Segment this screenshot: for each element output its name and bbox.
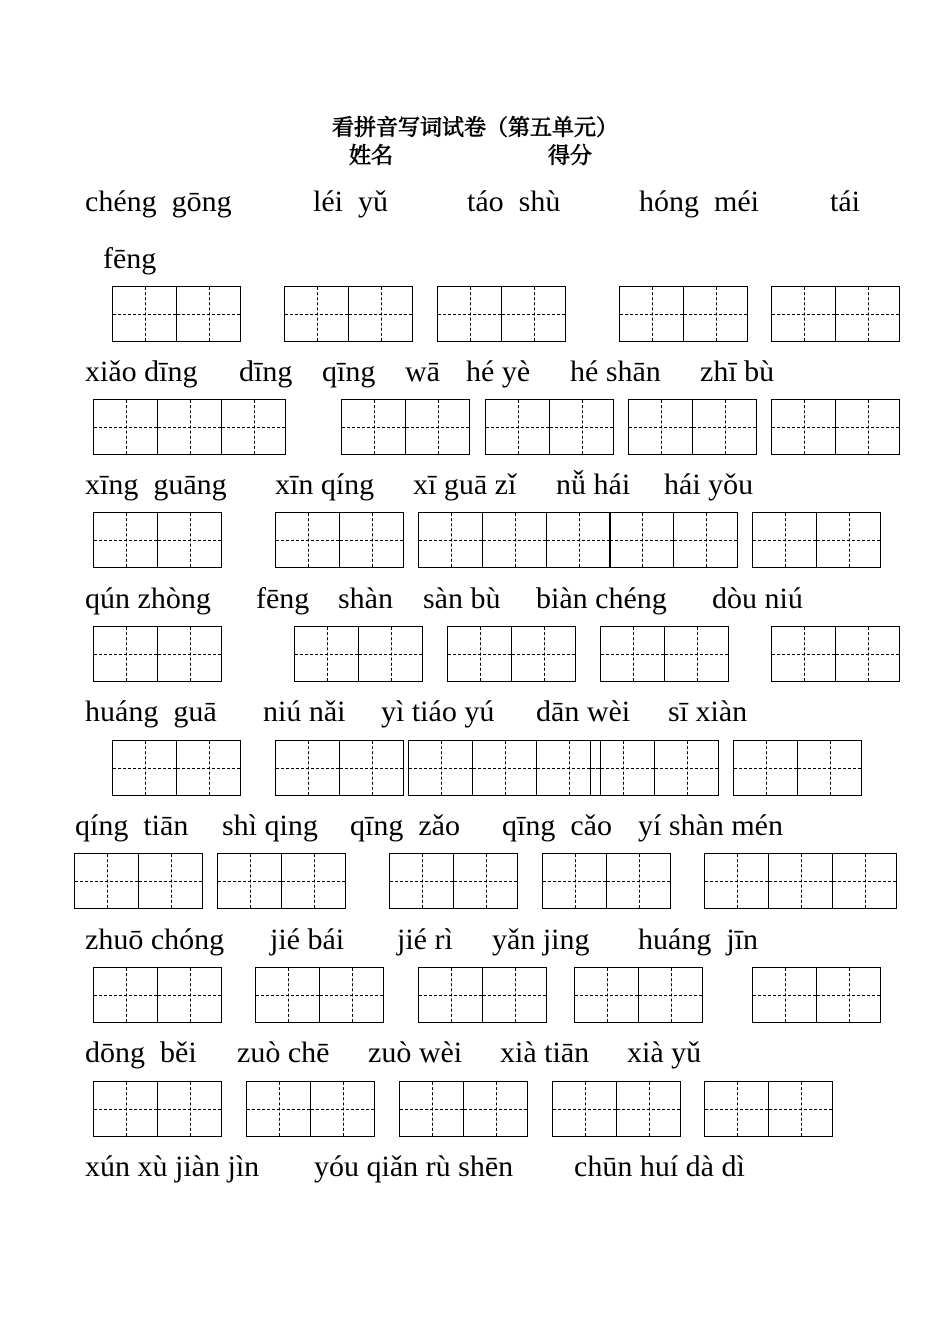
pinyin-word: niú nǎi	[263, 695, 346, 728]
answer-box-group[interactable]	[418, 512, 611, 568]
pinyin-word: biàn chéng	[536, 582, 667, 615]
pinyin-word: xún xù jiàn jìn	[85, 1150, 260, 1183]
pinyin-word: fēng	[103, 242, 157, 275]
pinyin-word: huáng jīn	[638, 923, 758, 956]
answer-box-group[interactable]	[437, 286, 566, 342]
pinyin-word: shàn	[338, 582, 393, 615]
answer-box-group[interactable]	[275, 512, 404, 568]
answer-box-group[interactable]	[246, 1081, 375, 1137]
answer-box-group[interactable]	[485, 399, 614, 455]
answer-box-group[interactable]	[574, 967, 703, 1023]
pinyin-word: hóng méi	[639, 185, 759, 218]
answer-box-group[interactable]	[408, 740, 601, 796]
answer-box-group[interactable]	[733, 740, 862, 796]
answer-box-group[interactable]	[771, 399, 900, 455]
pinyin-word: qíng tiān	[75, 809, 189, 842]
pinyin-word: zhī bù	[700, 355, 775, 388]
pinyin-word: qīng cǎo	[502, 809, 612, 842]
pinyin-word: chūn huí dà dì	[574, 1150, 745, 1183]
answer-box-group[interactable]	[112, 286, 241, 342]
answer-box-group[interactable]	[284, 286, 413, 342]
pinyin-word: xiǎo dīng	[85, 355, 198, 388]
answer-box-group[interactable]	[771, 626, 900, 682]
answer-box-group[interactable]	[399, 1081, 528, 1137]
answer-box-group[interactable]	[389, 853, 518, 909]
pinyin-word: dòu niú	[712, 582, 803, 615]
answer-box-group[interactable]	[704, 1081, 833, 1137]
pinyin-word: huáng guā	[85, 695, 217, 728]
pinyin-word: xīn qíng	[275, 468, 375, 501]
answer-box-group[interactable]	[112, 740, 241, 796]
pinyin-word: wā	[405, 355, 440, 388]
pinyin-word: tái	[830, 185, 860, 218]
pinyin-word: yǎn jing	[492, 923, 590, 956]
pinyin-word: xīng guāng	[85, 468, 227, 501]
answer-box-group[interactable]	[609, 512, 738, 568]
pinyin-word: nǚ hái	[556, 468, 631, 501]
answer-box-group[interactable]	[590, 740, 719, 796]
pinyin-word: dōng běi	[85, 1036, 197, 1069]
pinyin-word: yí shàn mén	[638, 809, 783, 842]
answer-box-group[interactable]	[93, 626, 222, 682]
answer-box-group[interactable]	[447, 626, 576, 682]
pinyin-word: sī xiàn	[668, 695, 748, 728]
answer-box-group[interactable]	[600, 626, 729, 682]
pinyin-word: hái yǒu	[664, 468, 754, 501]
pinyin-word: táo shù	[467, 185, 561, 218]
pinyin-word: zuò wèi	[368, 1036, 463, 1069]
pinyin-word: yóu qiǎn rù shēn	[314, 1150, 514, 1183]
name-label: 姓名	[349, 144, 394, 169]
answer-box-group[interactable]	[93, 1081, 222, 1137]
pinyin-word: qīng	[322, 355, 376, 388]
pinyin-word: zuò chē	[237, 1036, 330, 1069]
pinyin-word: hé shān	[570, 355, 661, 388]
pinyin-word: zhuō chóng	[85, 923, 225, 956]
answer-box-group[interactable]	[341, 399, 470, 455]
pinyin-word: fēng	[256, 582, 310, 615]
pinyin-word: yì tiáo yú	[381, 695, 495, 728]
answer-box-group[interactable]	[619, 286, 748, 342]
pinyin-word: dān wèi	[536, 695, 631, 728]
answer-box-group[interactable]	[752, 512, 881, 568]
pinyin-word: xī guā zǐ	[413, 468, 517, 501]
pinyin-word: shì qing	[222, 809, 318, 842]
pinyin-word: jié rì	[397, 923, 453, 956]
answer-box-group[interactable]	[552, 1081, 681, 1137]
pinyin-word: qīng zǎo	[350, 809, 460, 842]
answer-box-group[interactable]	[93, 399, 286, 455]
answer-box-group[interactable]	[704, 853, 897, 909]
pinyin-word: qún zhòng	[85, 582, 211, 615]
answer-box-group[interactable]	[628, 399, 757, 455]
pinyin-line-9	[0, 1150, 745, 1286]
score-label: 得分	[548, 144, 593, 169]
pinyin-word: chéng gōng	[85, 185, 232, 218]
pinyin-word: xià tiān	[500, 1036, 590, 1069]
answer-box-group[interactable]	[294, 626, 423, 682]
name-score-line	[0, 144, 950, 170]
pinyin-word: dīng	[239, 355, 293, 388]
answer-box-group[interactable]	[418, 967, 547, 1023]
answer-box-group[interactable]	[74, 853, 203, 909]
pinyin-line-1-cont	[0, 242, 157, 310]
page-title: 看拼音写词试卷（第五单元）	[331, 116, 618, 141]
answer-box-group[interactable]	[275, 740, 404, 796]
answer-box-group[interactable]	[217, 853, 346, 909]
answer-box-group[interactable]	[542, 853, 671, 909]
pinyin-word: sàn bù	[423, 582, 501, 615]
pinyin-word: léi yǔ	[313, 185, 388, 218]
answer-box-group[interactable]	[771, 286, 900, 342]
answer-box-group[interactable]	[752, 967, 881, 1023]
answer-box-group[interactable]	[93, 512, 222, 568]
answer-box-group[interactable]	[255, 967, 384, 1023]
pinyin-word: jié bái	[270, 923, 345, 956]
answer-box-group[interactable]	[93, 967, 222, 1023]
pinyin-word: hé yè	[466, 355, 531, 388]
pinyin-word: xià yǔ	[627, 1036, 702, 1069]
